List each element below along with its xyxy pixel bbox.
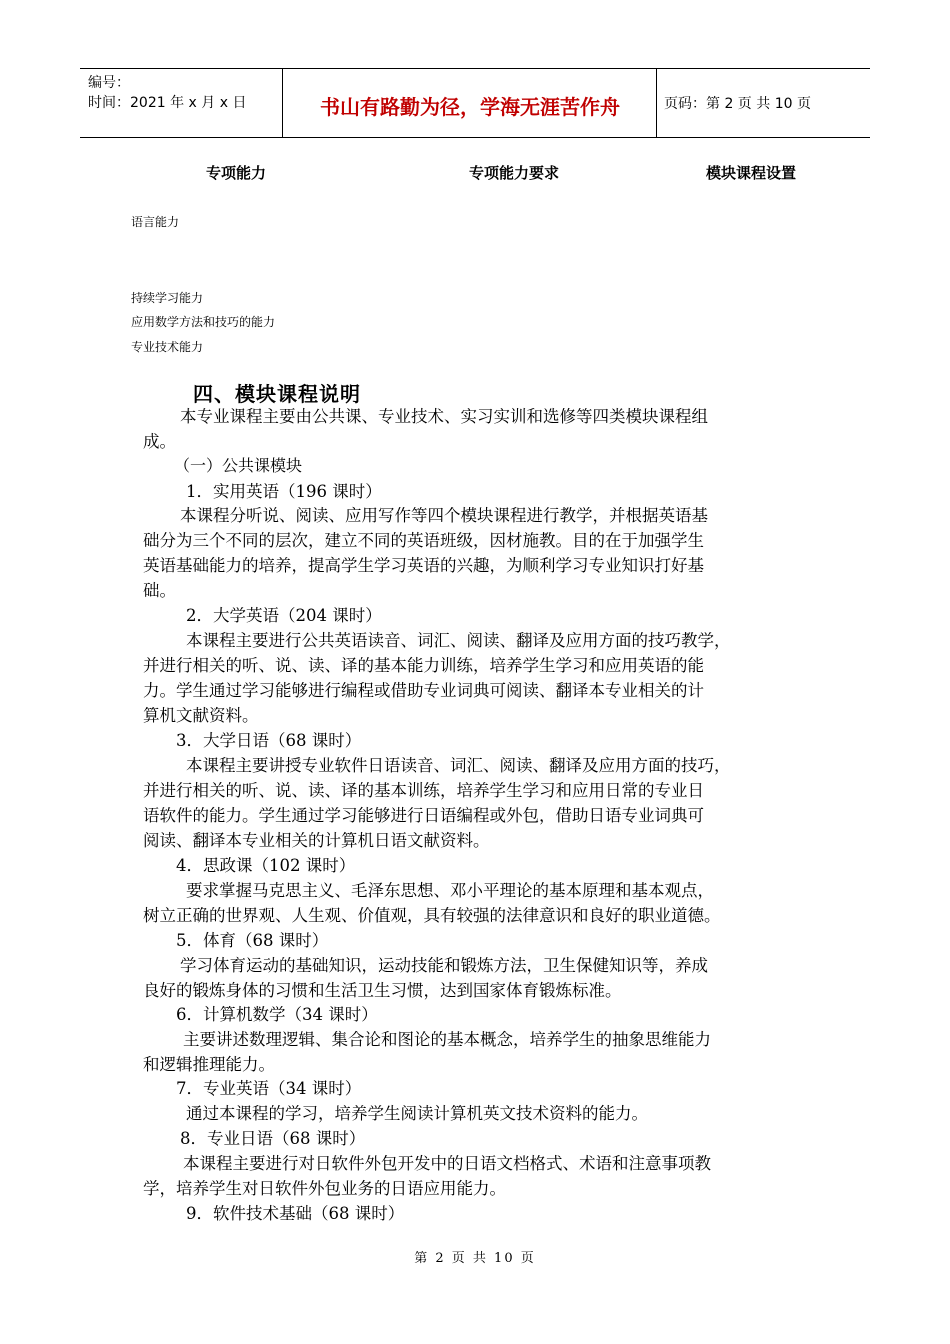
body-line: 本课程主要进行对日软件外包开发中的日语文档格式、术语和注意事项教 bbox=[183, 1154, 711, 1173]
body-line: 本课程主要讲授专业软件日语读音、词汇、阅读、翻译及应用方面的技巧， bbox=[186, 756, 731, 775]
ability-item: 语言能力 bbox=[131, 215, 180, 229]
body-line: 语软件的能力。学生通过学习能够进行日语编程或外包，借助日语专业词典可 bbox=[143, 806, 704, 825]
course-heading: 6．计算机数学（34 课时） bbox=[176, 1005, 378, 1024]
course-heading: 2．大学英语（204 课时） bbox=[186, 606, 382, 625]
time-label: 时间：2021 年 x 月 x 日 bbox=[88, 95, 247, 111]
body-line: 本专业课程主要由公共课、专业技术、实习实训和选修等四类模块课程组 bbox=[180, 407, 708, 426]
col-header-ability: 专项能力 bbox=[206, 164, 267, 182]
col-header-requirement: 专项能力要求 bbox=[469, 164, 560, 182]
body-line: 通过本课程的学习，培养学生阅读计算机英文技术资料的能力。 bbox=[186, 1104, 648, 1123]
page-footer: 第 2 页 共 10 页 bbox=[414, 1251, 536, 1266]
body-line: 学习体育运动的基础知识，运动技能和锻炼方法，卫生保健知识等，养成 bbox=[180, 956, 708, 975]
body-line: 础。 bbox=[143, 581, 176, 600]
code-label: 编号： bbox=[88, 75, 130, 91]
course-heading: 5．体育（68 课时） bbox=[176, 931, 329, 950]
body-line: 本课程主要进行公共英语读音、词汇、阅读、翻译及应用方面的技巧教学， bbox=[186, 631, 731, 650]
page-header bbox=[80, 68, 870, 138]
body-line: 英语基础能力的培养，提高学生学习英语的兴趣，为顺利学习专业知识打好基 bbox=[143, 556, 704, 575]
body-line: 本课程分听说、阅读、应用写作等四个模块课程进行教学，并根据英语基 bbox=[180, 506, 708, 525]
body-line: 算机文献资料。 bbox=[143, 706, 259, 725]
header-page-info: 页码：第 2 页 共 10 页 bbox=[664, 96, 811, 112]
subsection-title: （一）公共课模块 bbox=[174, 456, 303, 475]
body-line: 力。学生通过学习能够进行编程或借助专业词典可阅读、翻译本专业相关的计 bbox=[143, 681, 704, 700]
course-heading: 4．思政课（102 课时） bbox=[176, 856, 356, 875]
course-heading: 7．专业英语（34 课时） bbox=[176, 1079, 362, 1098]
body-line: 并进行相关的听、说、读、译的基本能力训练，培养学生学习和应用英语的能 bbox=[143, 656, 704, 675]
header-left bbox=[88, 73, 246, 113]
body-line: 和逻辑推理能力。 bbox=[143, 1055, 275, 1074]
body-line: 良好的锻炼身体的习惯和生活卫生习惯，达到国家体育锻炼标准。 bbox=[143, 981, 622, 1000]
section-title: 四、模块课程说明 bbox=[193, 382, 361, 406]
ability-item: 专业技术能力 bbox=[131, 340, 204, 354]
col-header-courses: 模块课程设置 bbox=[706, 164, 797, 182]
body-line: 并进行相关的听、说、读、译的基本训练，培养学生学习和应用日常的专业日 bbox=[143, 781, 704, 800]
course-heading: 3．大学日语（68 课时） bbox=[176, 731, 362, 750]
header-divider bbox=[282, 69, 283, 137]
body-line: 成。 bbox=[143, 432, 176, 451]
body-line: 学，培养学生对日软件外包业务的日语应用能力。 bbox=[143, 1179, 506, 1198]
body-line: 础分为三个不同的层次，建立不同的英语班级，因材施教。目的在于加强学生 bbox=[143, 531, 704, 550]
body-line: 要求掌握马克思主义、毛泽东思想、邓小平理论的基本原理和基本观点， bbox=[186, 881, 714, 900]
ability-item: 持续学习能力 bbox=[131, 291, 204, 305]
body-line: 主要讲述数理逻辑、集合论和图论的基本概念，培养学生的抽象思维能力 bbox=[183, 1030, 711, 1049]
course-heading: 8．专业日语（68 课时） bbox=[180, 1129, 366, 1148]
course-heading: 9．软件技术基础（68 课时） bbox=[186, 1204, 405, 1223]
header-motto: 书山有路勤为径，学海无涯苦作舟 bbox=[320, 95, 620, 119]
body-line: 阅读、翻译本专业相关的计算机日语文献资料。 bbox=[143, 831, 490, 850]
body-line: 树立正确的世界观、人生观、价值观，具有较强的法律意识和良好的职业道德。 bbox=[143, 906, 721, 925]
header-divider bbox=[656, 69, 657, 137]
ability-item: 应用数学方法和技巧的能力 bbox=[131, 315, 276, 329]
course-heading: 1．实用英语（196 课时） bbox=[186, 482, 382, 501]
